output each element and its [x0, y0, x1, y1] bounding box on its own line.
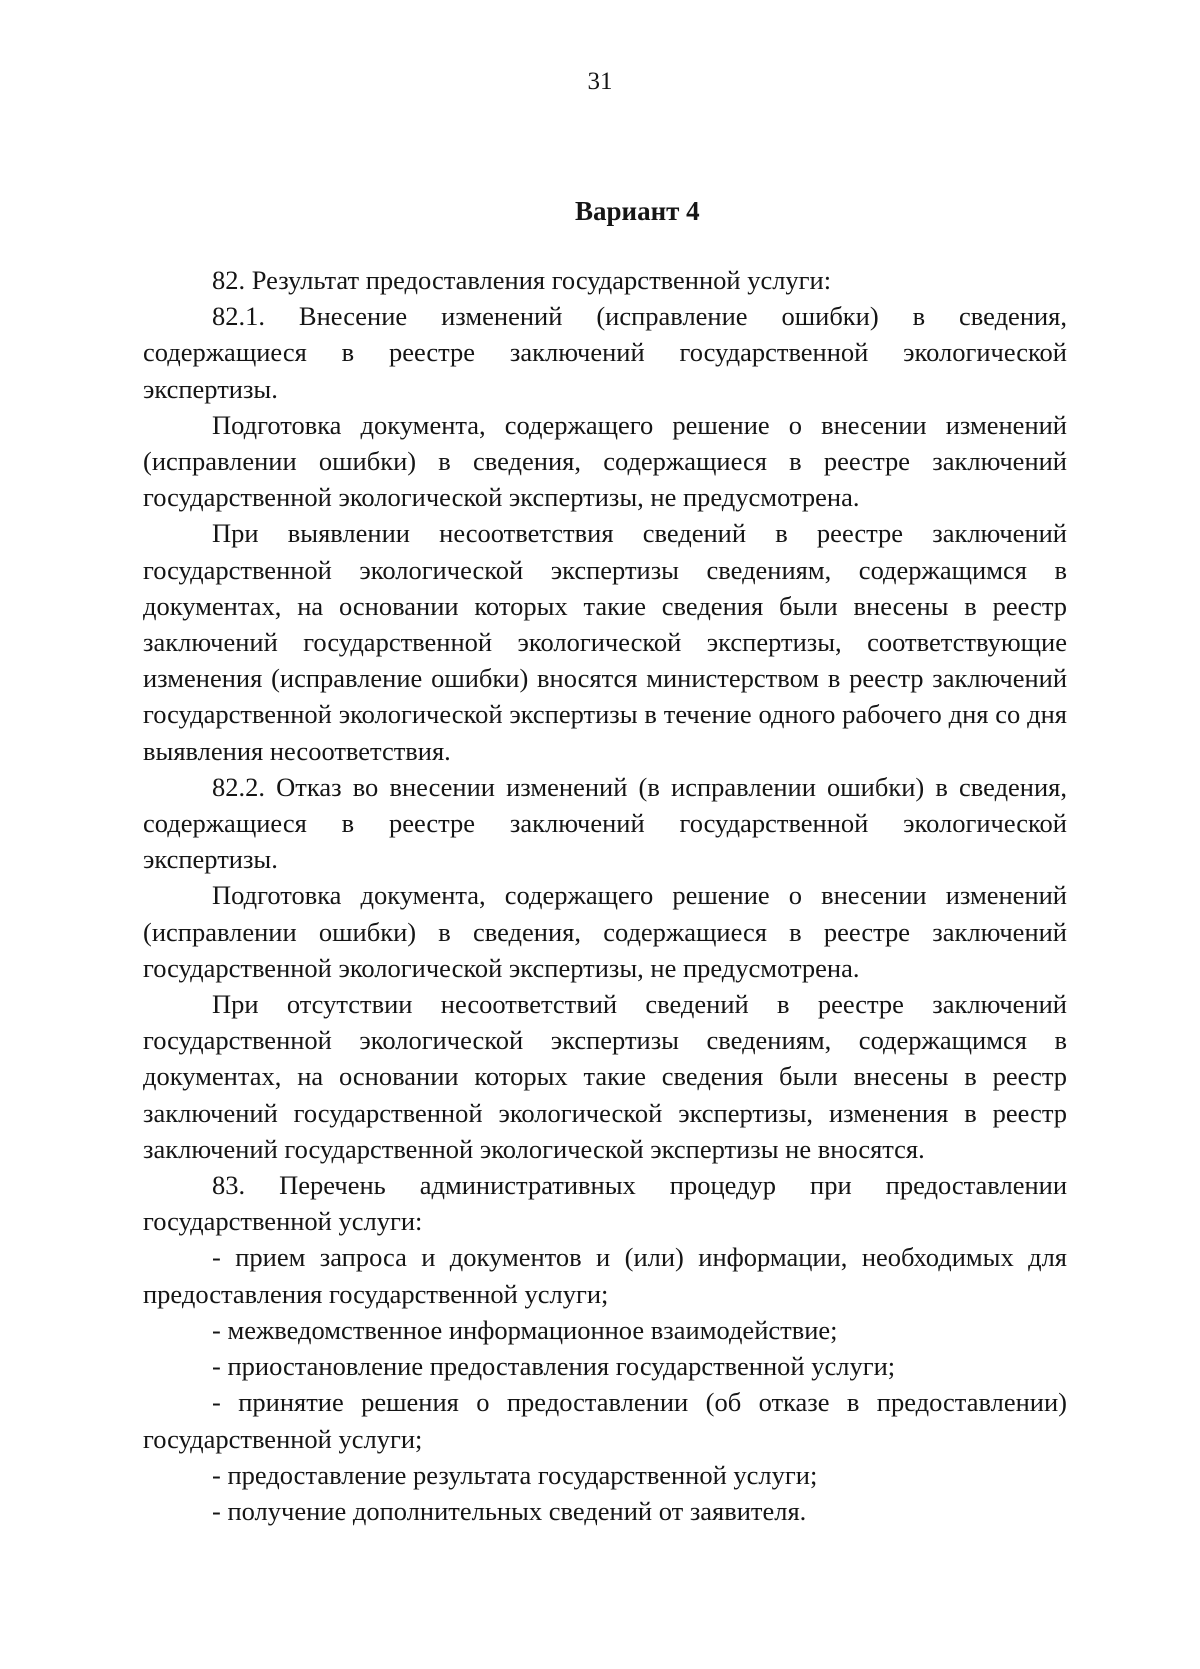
section-title: Вариант 4 [575, 196, 700, 226]
paragraph-83: 83. Перечень административных процедур при предоставлении государственной услуги: [143, 1170, 1067, 1237]
page-number: 31 [587, 68, 613, 95]
list-item: - предоставление результата государственной услуги; [212, 1459, 818, 1490]
paragraph: При отсутствии несоответствий сведений в реестре заключений государственной экологической экспертизы сведениям, содержащимся в документах, на основании которых такие сведения были внесены в реестр заключений государственной экологической экспертизы, изменения в реестр заключений государственной экологической экспертизы не вносятся. [143, 989, 1067, 1164]
paragraph: При выявлении несоответствия сведений в реестре заключений государственной экологической экспертизы сведениям, содержащимся в документах, на основании которых такие сведения были внесены в реестр заключений государственной экологической экспертизы, соответствующие изменения (исправление ошибки) вносятся министерством в реестр заключений государственной экологической экспертизы в течение одного рабочего дня со дня выявления несоответствия. [143, 518, 1067, 766]
document-body [143, 262, 1067, 1529]
list-item: - приостановление предоставления государственной услуги; [212, 1351, 896, 1382]
paragraph-82-2: 82.2. Отказ во внесении изменений (в исправлении ошибки) в сведения, содержащиеся в реестре заключений государственной экологической экспертизы. [143, 771, 1067, 875]
paragraph-82: 82. Результат предоставления государственной услуги: [212, 265, 832, 295]
list-item: - прием запроса и документов и (или) информации, необходимых для предоставления государственной услуги; [143, 1242, 1067, 1309]
paragraph: Подготовка документа, содержащего решение о внесении изменений (исправлении ошибки) в сведения, содержащиеся в реестре заключений государственной экологической экспертизы, не предусмотрена. [143, 409, 1067, 513]
paragraph-82-1: 82.1. Внесение изменений (исправление ошибки) в сведения, содержащиеся в реестре заключений государственной экологической экспертизы. [143, 301, 1067, 404]
list-item: - межведомственное информационное взаимодействие; [212, 1314, 838, 1345]
list-item: - принятие решения о предоставлении (об отказе в предоставлении) государственной услуги; [143, 1387, 1067, 1454]
list-item: - получение дополнительных сведений от заявителя. [212, 1495, 807, 1526]
paragraph: Подготовка документа, содержащего решение о внесении изменений (исправлении ошибки) в сведения, содержащиеся в реестре заключений государственной экологической экспертизы, не предусмотрена. [143, 880, 1067, 983]
